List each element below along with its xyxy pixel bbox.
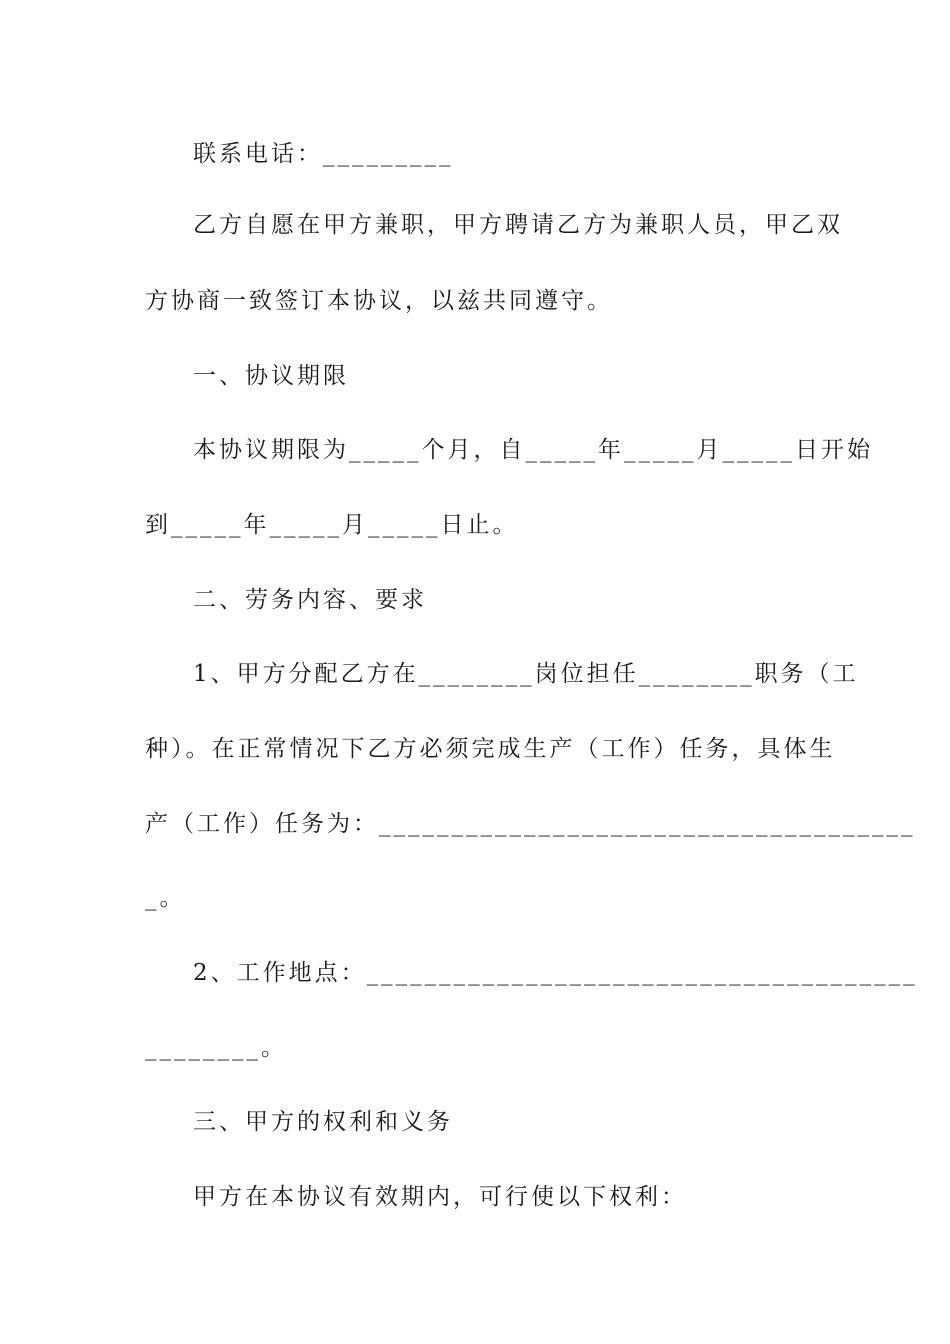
paragraph-term-line-1: 本协议期限为_____个月，自_____年_____月_____日开始 [193,437,873,463]
clause-1-line-1: 1、甲方分配乙方在________岗位担任________职务（工 [193,661,859,687]
clause-1-line-2: 种）。在正常情况下乙方必须完成生产（工作）任务，具体生 [145,736,836,762]
paragraph-party-a-rights: 甲方在本协议有效期内，可行使以下权利： [193,1184,687,1210]
clause-2-line-1: 2、工作地点：______________________________________ [193,960,918,986]
contact-phone-line: 联系电话：_________ [193,141,454,167]
paragraph-intro-line-1: 乙方自愿在甲方兼职，甲方聘请乙方为兼职人员，甲乙双 [193,212,843,238]
section-heading-labor-content: 二、劳务内容、要求 [193,587,427,613]
clause-1-line-4: _。 [145,885,186,911]
section-heading-party-a-rights: 三、甲方的权利和义务 [193,1109,453,1135]
section-heading-term: 一、协议期限 [193,363,349,389]
clause-2-line-2: ________。 [145,1035,287,1061]
paragraph-term-line-2: 到_____年_____月_____日止。 [145,512,519,538]
paragraph-intro-line-2: 方协商一致签订本协议，以兹共同遵守。 [145,288,613,314]
clause-1-line-3: 产（工作）任务为：_____________________________________ [145,811,916,837]
